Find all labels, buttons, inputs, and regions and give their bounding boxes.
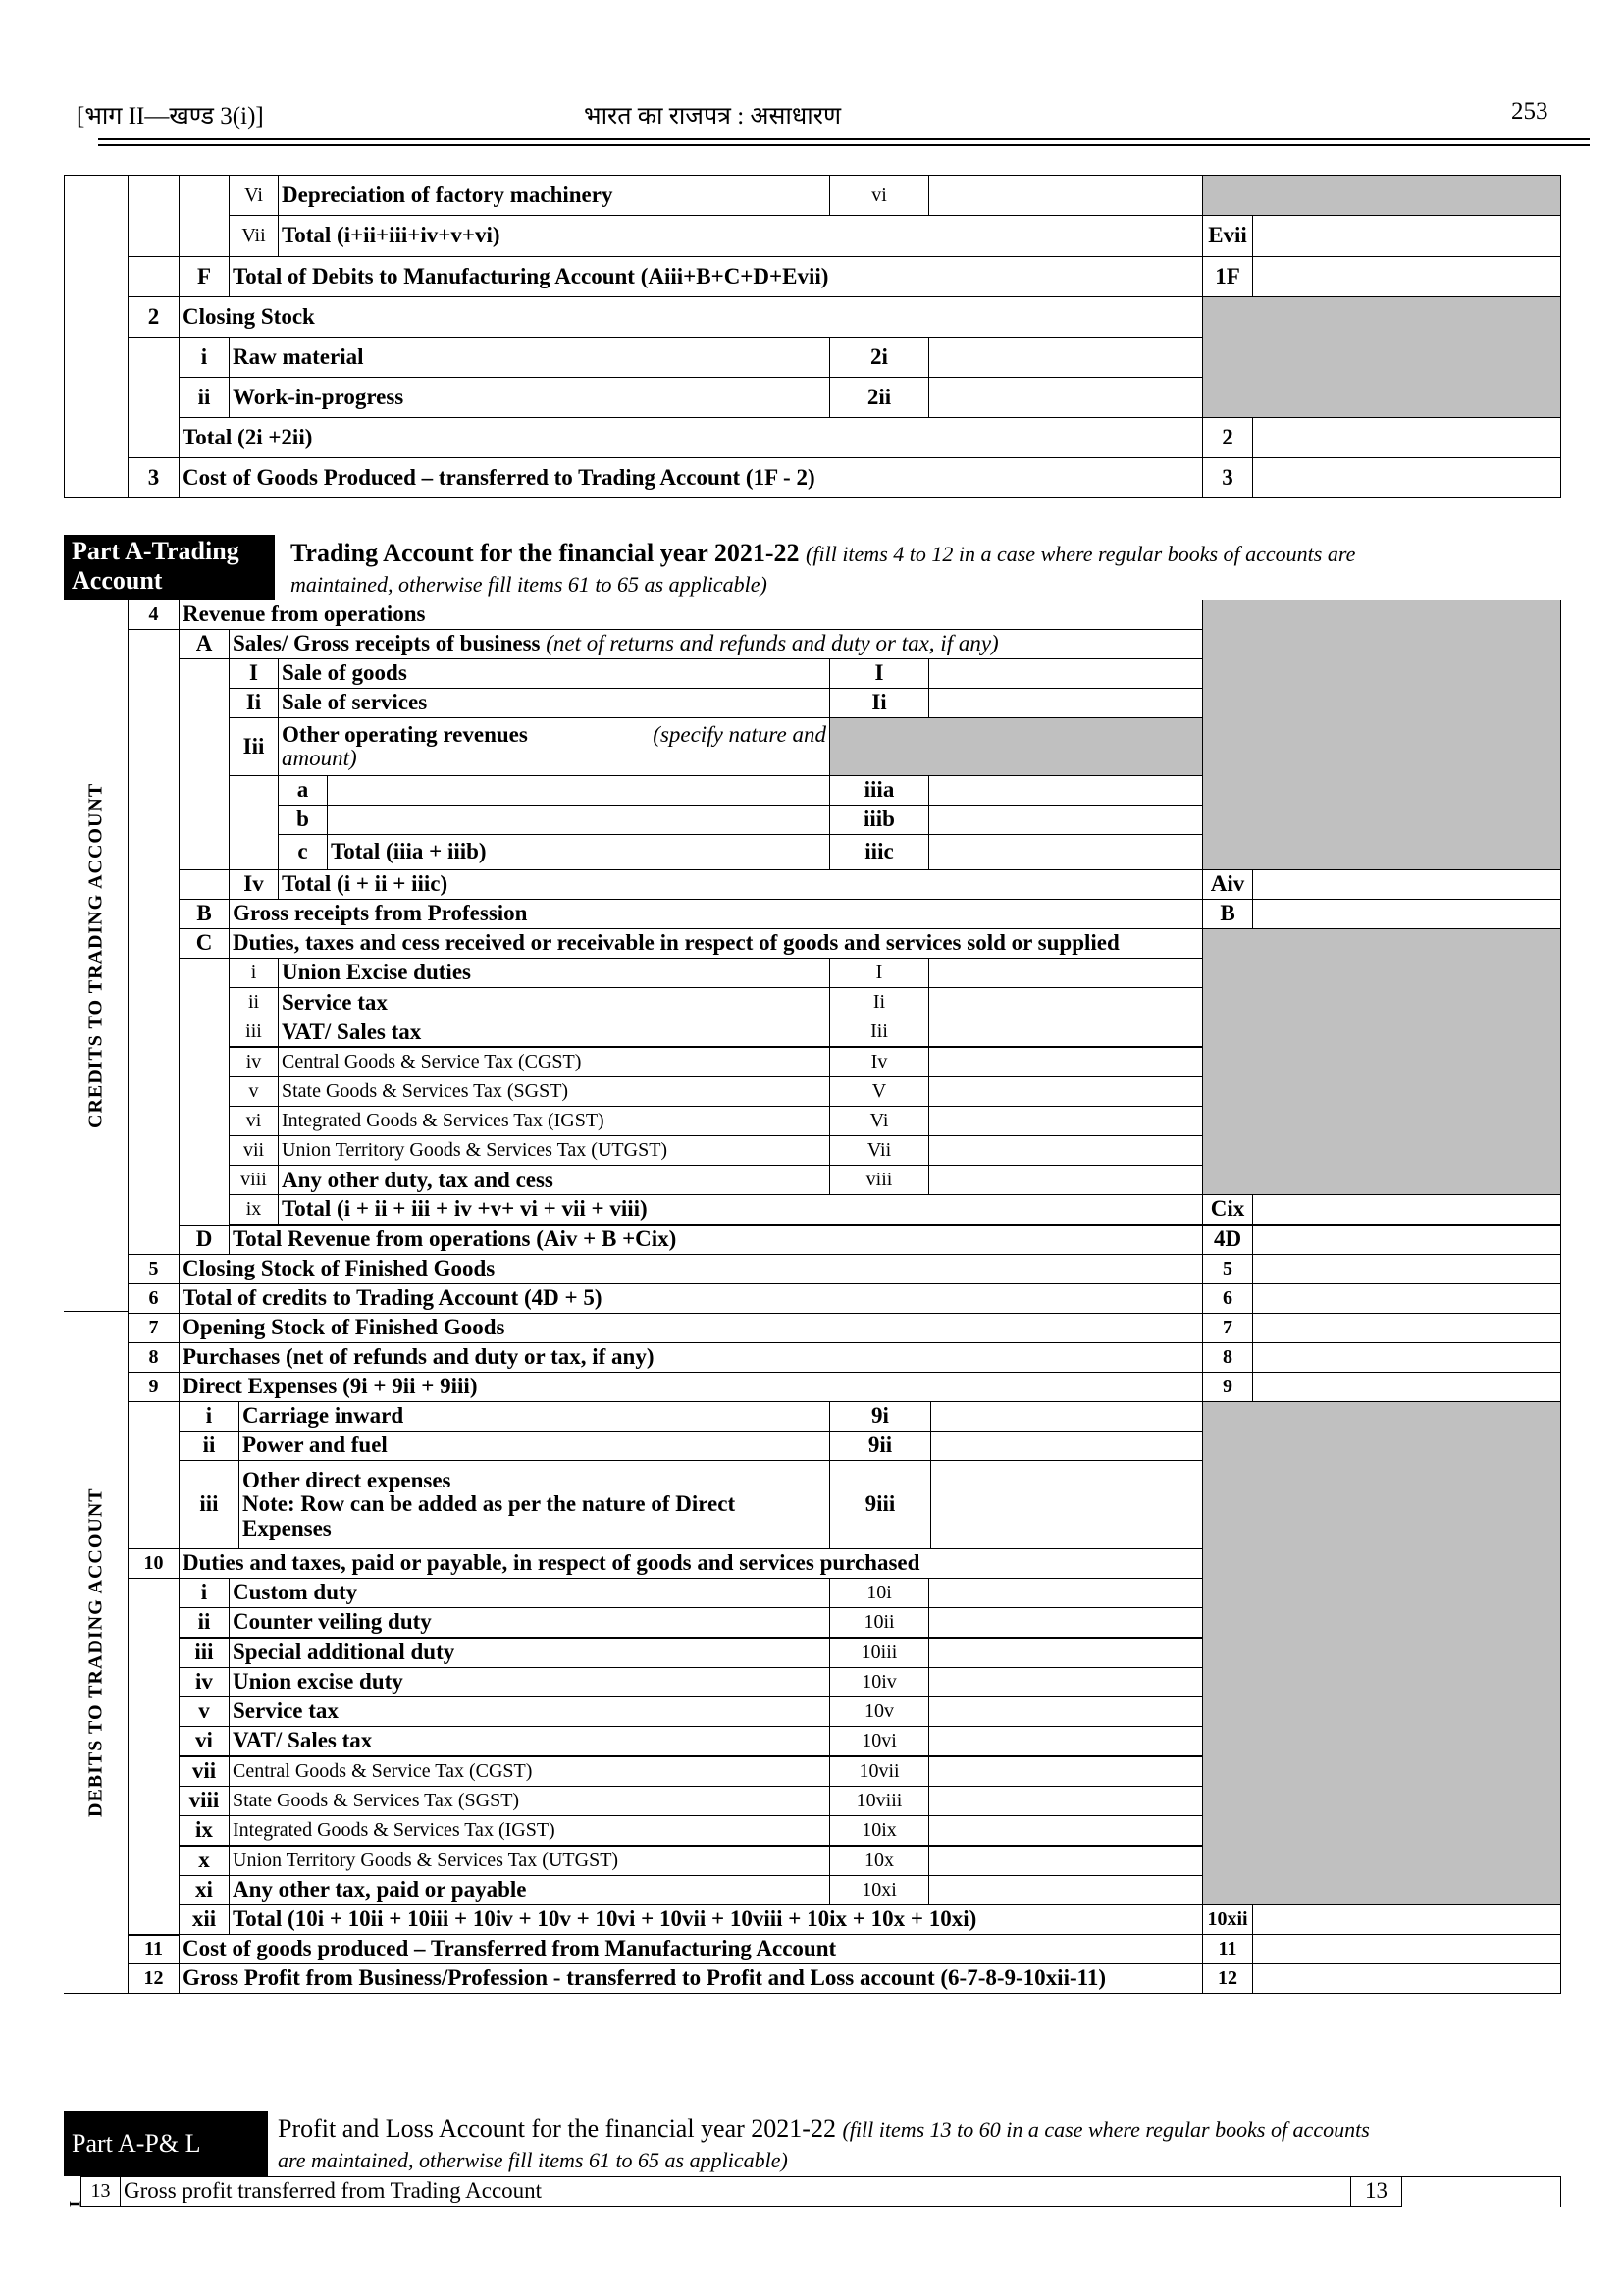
num-label: 2 xyxy=(128,296,180,338)
num-label: 11 xyxy=(128,1934,180,1964)
roman-label: iii xyxy=(179,1638,230,1668)
row-desc: Total (10i + 10ii + 10iii + 10iv + 10v + 10vi + 10vii + 10viii + 10ix + 10x + 10xi) xyxy=(229,1904,1203,1935)
letter-label: C xyxy=(179,928,230,959)
pnl-title-line2 xyxy=(278,2145,788,2174)
row-desc: State Goods & Services Tax (SGST) xyxy=(278,1076,830,1107)
amount-input-r11[interactable] xyxy=(1252,1934,1561,1964)
amount-input-sale-services[interactable] xyxy=(928,688,1203,718)
row-desc-iiib[interactable] xyxy=(327,805,830,835)
amount-input-sale-goods[interactable] xyxy=(928,658,1203,689)
code-label: 11 xyxy=(1202,1934,1253,1964)
amount-input-10viii[interactable] xyxy=(928,1786,1203,1816)
num-label: 7 xyxy=(128,1313,180,1343)
code-label: 9 xyxy=(1202,1372,1253,1402)
amount-input-10ii[interactable] xyxy=(928,1607,1203,1638)
num-label: 10 xyxy=(128,1548,180,1579)
header-rule-bottom xyxy=(98,144,1590,146)
row-desc: Direct Expenses (9i + 9ii + 9iii) xyxy=(179,1372,1203,1402)
row-desc: Total Revenue from operations (Aiv + B +Cix) xyxy=(229,1225,1203,1255)
code-label: Evii xyxy=(1202,215,1253,257)
amount-input-r5[interactable] xyxy=(1252,1254,1561,1284)
mfg-num-col xyxy=(128,337,180,458)
code-label: 8 xyxy=(1202,1342,1253,1373)
gazette-title: भारत का राजपत्र : असाधारण xyxy=(584,103,842,130)
amount-input-r12[interactable] xyxy=(1252,1963,1561,1994)
row-desc-line1: Other direct expenses xyxy=(242,1468,451,1493)
code-label: iiib xyxy=(829,805,929,835)
row-desc: VAT/ Sales tax xyxy=(229,1726,830,1756)
num-label: 9 xyxy=(128,1372,180,1402)
other-op-line1 xyxy=(282,723,826,747)
row-desc-other-op xyxy=(278,717,830,776)
roman-label: v xyxy=(229,1076,279,1107)
row-desc: Integrated Goods & Services Tax (IGST) xyxy=(229,1815,830,1846)
row-desc: Power and fuel xyxy=(238,1431,830,1461)
roman-label: Vii xyxy=(229,215,279,257)
roman-label: ix xyxy=(229,1194,279,1225)
roman-label: x xyxy=(179,1846,230,1876)
row-desc: Purchases (net of refunds and duty or tax, if any) xyxy=(179,1342,1203,1373)
roman-label: i xyxy=(179,337,230,378)
row-desc: Closing Stock xyxy=(179,296,1203,338)
row-desc: Carriage inward xyxy=(238,1401,830,1432)
amount-input-vi[interactable] xyxy=(928,175,1203,216)
mfg-side-col xyxy=(64,175,129,498)
roman-label: I xyxy=(229,658,279,689)
roman-label: vi xyxy=(179,1726,230,1756)
num-label: 3 xyxy=(128,457,180,498)
num-col-blank xyxy=(128,1401,180,1549)
row-desc: Work-in-progress xyxy=(229,377,830,418)
code-label: 13 xyxy=(1350,2176,1402,2207)
code-label: viii xyxy=(829,1165,929,1195)
trading-title: Trading Account for the financial year 2021-22 xyxy=(290,539,800,567)
amount-input-c-iii[interactable] xyxy=(928,1017,1203,1047)
roman-label: xii xyxy=(179,1904,230,1935)
row-desc: Closing Stock of Finished Goods xyxy=(179,1254,1203,1284)
amount-input-r8[interactable] xyxy=(1252,1342,1561,1373)
row-desc: State Goods & Services Tax (SGST) xyxy=(229,1786,830,1816)
row-desc: Gross profit transferred from Trading Account xyxy=(120,2176,1351,2207)
code-label: 10ii xyxy=(829,1607,929,1638)
gazette-section-label: [भाग II—खण्ड 3(i)] xyxy=(77,103,264,130)
letter-label: B xyxy=(179,899,230,929)
code-label: 9iii xyxy=(829,1460,931,1549)
trading-title-block xyxy=(290,539,1566,568)
row-desc: Sales/ Gross receipts of business xyxy=(233,631,541,656)
shaded-cell xyxy=(1202,296,1561,418)
letter-col-blank xyxy=(179,658,230,870)
amount-input-c-i[interactable] xyxy=(928,958,1203,988)
roman-label: Iv xyxy=(229,869,279,900)
row-desc: Union Territory Goods & Services Tax (UTGST) xyxy=(278,1135,830,1166)
amount-input-10ix[interactable] xyxy=(928,1815,1203,1846)
mfg-num-col xyxy=(128,256,180,297)
shaded-cell xyxy=(1202,175,1561,216)
sub-label: a xyxy=(278,775,328,806)
letter-label: A xyxy=(179,629,230,659)
num-col-blank xyxy=(128,629,180,1255)
row-desc: Total (iiia + iiib) xyxy=(327,834,830,870)
amount-input-10xii[interactable] xyxy=(1252,1904,1561,1935)
code-label: 3 xyxy=(1202,457,1253,498)
part-a-pnl-badge xyxy=(64,2111,268,2176)
row-desc: Duties and taxes, paid or payable, in respect of goods and services purchased xyxy=(179,1548,1203,1579)
roman-label: viii xyxy=(229,1165,279,1195)
num-label: 5 xyxy=(128,1254,180,1284)
trading-title-line2 xyxy=(290,569,767,599)
amount-input-cix[interactable] xyxy=(1252,1194,1561,1225)
amount-input-iiib[interactable] xyxy=(928,805,1203,835)
code-label: 10ix xyxy=(829,1815,929,1846)
amount-input-r9[interactable] xyxy=(1252,1372,1561,1402)
amount-input-2[interactable] xyxy=(1252,417,1561,458)
roman-label: vii xyxy=(229,1135,279,1166)
row-desc: Depreciation of factory machinery xyxy=(278,175,830,216)
code-label: 10xii xyxy=(1202,1904,1253,1935)
amount-input-r7[interactable] xyxy=(1252,1313,1561,1343)
row-desc: Total (i + ii + iiic) xyxy=(278,869,1203,900)
code-label: 4D xyxy=(1202,1225,1253,1255)
roman-label: iii xyxy=(229,1017,279,1047)
code-label: I xyxy=(829,658,929,689)
roman-label: vi xyxy=(229,1106,279,1136)
amount-input-13[interactable] xyxy=(1401,2176,1561,2207)
code-label: 10xi xyxy=(829,1875,929,1905)
roman-label: iv xyxy=(179,1667,230,1697)
amount-input-c-viii[interactable] xyxy=(928,1165,1203,1195)
row-desc: Any other tax, paid or payable xyxy=(229,1875,830,1905)
row-desc: Cost of Goods Produced – transferred to Trading Account (1F - 2) xyxy=(179,457,1203,498)
code-label: 10vii xyxy=(829,1756,929,1787)
amount-input-aiv[interactable] xyxy=(1252,869,1561,900)
row-desc: Sale of services xyxy=(278,688,830,718)
amount-input-10v[interactable] xyxy=(928,1696,1203,1727)
amount-input-2i[interactable] xyxy=(928,337,1203,378)
amount-input-r6[interactable] xyxy=(1252,1283,1561,1314)
amount-input-c-vii[interactable] xyxy=(928,1135,1203,1166)
num-label: 8 xyxy=(128,1342,180,1373)
code-label: Aiv xyxy=(1202,869,1253,900)
part-label-line1: Part A-Trading xyxy=(72,537,239,565)
part-label: Part A-P& L xyxy=(72,2128,201,2158)
pnl-note-line2: are maintained, otherwise fill items 61 to 65 as applicable) xyxy=(278,2148,788,2172)
code-label: Cix xyxy=(1202,1194,1253,1225)
amount-input-10vii[interactable] xyxy=(928,1756,1203,1787)
row-desc: Total of credits to Trading Account (4D + 5) xyxy=(179,1283,1203,1314)
shaded-cell xyxy=(1202,1401,1561,1905)
amount-input-b[interactable] xyxy=(1252,899,1561,929)
row-desc-line3: Expenses xyxy=(242,1515,332,1540)
amount-input-2ii[interactable] xyxy=(928,377,1203,418)
roman-label: vii xyxy=(179,1756,230,1787)
row-desc: Sale of goods xyxy=(278,658,830,689)
row-desc: Service tax xyxy=(278,987,830,1017)
roman-label: Iii xyxy=(229,717,279,776)
pnl-note: (fill items 13 to 60 in a case where regular books of accounts xyxy=(842,2117,1370,2142)
pnl-title-block xyxy=(278,2114,1573,2144)
amount-input-c-v[interactable] xyxy=(928,1076,1203,1107)
roman-label: Ii xyxy=(229,688,279,718)
pnl-side-label: I xyxy=(66,2200,83,2208)
letter-col-blank xyxy=(179,958,230,1226)
shaded-cell xyxy=(1202,928,1561,1195)
roman-label: viii xyxy=(179,1786,230,1816)
amount-input-9iii[interactable] xyxy=(930,1460,1203,1549)
amount-input-c-iv[interactable] xyxy=(928,1047,1203,1077)
row-desc: VAT/ Sales tax xyxy=(278,1017,830,1047)
num-label: 4 xyxy=(128,600,180,630)
trading-note: (fill items 4 to 12 in a case where regular books of accounts are xyxy=(806,542,1356,566)
roman-label: i xyxy=(179,1401,239,1432)
credits-to-trading-label: CREDITS TO TRADING ACCOUNT xyxy=(84,782,107,1129)
row-desc: Union Territory Goods & Services Tax (UTGST) xyxy=(229,1846,830,1876)
pnl-title: Profit and Loss Account for the financial year 2021-22 xyxy=(278,2114,836,2143)
row-desc-line2: Note: Row can be added as per the nature of Direct xyxy=(242,1491,736,1517)
row-desc: Total (i + ii + iii + iv +v+ vi + vii + viii) xyxy=(278,1194,1203,1225)
letter-col-blank xyxy=(179,869,230,900)
roman-label: ix xyxy=(179,1815,230,1846)
amount-input-10iv[interactable] xyxy=(928,1667,1203,1697)
row-desc: Opening Stock of Finished Goods xyxy=(179,1313,1203,1343)
code-label: 10x xyxy=(829,1846,929,1876)
row-note: (specify nature and xyxy=(653,721,826,747)
amount-input-10iii[interactable] xyxy=(928,1638,1203,1668)
row-desc: Custom duty xyxy=(229,1578,830,1608)
code-label: vi xyxy=(829,175,929,216)
page-number: 253 xyxy=(1511,98,1548,125)
amount-input-9ii[interactable] xyxy=(930,1431,1203,1461)
row-desc-9iii xyxy=(238,1460,830,1549)
roman-label: v xyxy=(179,1696,230,1727)
trading-note-line2: maintained, otherwise fill items 61 to 65 as applicable) xyxy=(290,572,767,597)
row-desc: Service tax xyxy=(229,1696,830,1727)
code-label: Ii xyxy=(829,688,929,718)
roman-label: i xyxy=(229,958,279,988)
header-rule-top xyxy=(98,138,1590,140)
amount-input-10xi[interactable] xyxy=(928,1875,1203,1905)
code-label: 2ii xyxy=(829,377,929,418)
roman-label: ii xyxy=(179,1431,239,1461)
shaded-cell xyxy=(829,717,1203,776)
debits-to-trading-label: DEBITS TO TRADING ACCOUNT xyxy=(84,1487,107,1817)
code-label: V xyxy=(829,1076,929,1107)
code-label: I xyxy=(829,958,929,988)
code-label: 12 xyxy=(1202,1963,1253,1994)
code-label: Iv xyxy=(829,1047,929,1077)
code-label: 9i xyxy=(829,1401,931,1432)
row-desc: Cost of goods produced – Transferred from Manufacturing Account xyxy=(179,1934,1203,1964)
roman-label: xi xyxy=(179,1875,230,1905)
row-desc: Revenue from operations xyxy=(179,600,1203,630)
code-label: Vii xyxy=(829,1135,929,1166)
part-label-line2: Account xyxy=(72,565,163,595)
roman-col-blank xyxy=(229,775,279,870)
code-label: 6 xyxy=(1202,1283,1253,1314)
amount-input-9i[interactable] xyxy=(930,1401,1203,1432)
amount-input-3[interactable] xyxy=(1252,457,1561,498)
code-label: 7 xyxy=(1202,1313,1253,1343)
amount-input-10vi[interactable] xyxy=(928,1726,1203,1756)
amount-input-c-vi[interactable] xyxy=(928,1106,1203,1136)
row-desc: Total (2i +2ii) xyxy=(179,417,1203,458)
roman-label: iii xyxy=(179,1460,239,1549)
amount-input-10i[interactable] xyxy=(928,1578,1203,1608)
code-label: Ii xyxy=(829,987,929,1017)
row-desc: Raw material xyxy=(229,337,830,378)
code-label: 10iii xyxy=(829,1638,929,1668)
code-label: 2i xyxy=(829,337,929,378)
code-label: iiic xyxy=(829,834,929,870)
code-label: Iii xyxy=(829,1017,929,1047)
num-label: 13 xyxy=(80,2176,121,2207)
row-desc: Integrated Goods & Services Tax (IGST) xyxy=(278,1106,830,1136)
row-desc: Central Goods & Service Tax (CGST) xyxy=(229,1756,830,1787)
num-label: 12 xyxy=(128,1963,180,1994)
num-col-blank xyxy=(128,1578,180,1936)
mfg-num-col xyxy=(128,175,180,257)
code-label: iiia xyxy=(829,775,929,806)
row-desc-4a xyxy=(229,629,1203,659)
row-desc: Counter veiling duty xyxy=(229,1607,830,1638)
letter-label: D xyxy=(179,1225,230,1255)
roman-label: ii xyxy=(179,1607,230,1638)
amount-input-4d[interactable] xyxy=(1252,1225,1561,1255)
code-label: 10i xyxy=(829,1578,929,1608)
row-note: (net of returns and refunds and duty or tax, if any) xyxy=(546,631,999,656)
amount-input-iiia[interactable] xyxy=(928,775,1203,806)
mfg-letter-col xyxy=(179,175,230,257)
roman-label: ii xyxy=(179,377,230,418)
row-desc: Special additional duty xyxy=(229,1638,830,1668)
row-desc: Gross receipts from Profession xyxy=(229,899,1203,929)
num-label: 6 xyxy=(128,1283,180,1314)
code-label: B xyxy=(1202,899,1253,929)
row-desc: Central Goods & Service Tax (CGST) xyxy=(278,1047,830,1077)
code-label: 5 xyxy=(1202,1254,1253,1284)
row-note-2: amount) xyxy=(282,746,357,770)
row-desc-iiia[interactable] xyxy=(327,775,830,806)
roman-label: ii xyxy=(229,987,279,1017)
sub-label: b xyxy=(278,805,328,835)
code-label: 1F xyxy=(1202,256,1253,297)
row-desc: Total of Debits to Manufacturing Account (Aiii+B+C+D+Evii) xyxy=(229,256,1203,297)
code-label: Vi xyxy=(829,1106,929,1136)
code-label: 9ii xyxy=(829,1431,931,1461)
roman-label: i xyxy=(179,1578,230,1608)
code-label: 2 xyxy=(1202,417,1253,458)
row-desc: Other operating revenues xyxy=(282,721,528,747)
letter-label: F xyxy=(179,256,230,297)
shaded-cell xyxy=(1202,600,1561,870)
row-desc: Duties, taxes and cess received or receivable in respect of goods and services sold or supplied xyxy=(229,928,1203,959)
code-label: 10v xyxy=(829,1696,929,1727)
code-label: 10iv xyxy=(829,1667,929,1697)
amount-input-10x[interactable] xyxy=(928,1846,1203,1876)
code-label: 10viii xyxy=(829,1786,929,1816)
amount-input-evii[interactable] xyxy=(1252,215,1561,257)
row-desc: Any other duty, tax and cess xyxy=(278,1165,830,1195)
row-desc: Union Excise duties xyxy=(278,958,830,988)
row-desc: Total (i+ii+iii+iv+v+vi) xyxy=(278,215,1203,257)
part-a-trading-badge xyxy=(64,535,275,600)
roman-label: Vi xyxy=(229,175,279,216)
amount-input-iiic[interactable] xyxy=(928,834,1203,870)
row-desc: Gross Profit from Business/Profession - transferred to Profit and Loss account (6-7-8-9-10xii-11) xyxy=(179,1963,1203,1994)
sub-label: c xyxy=(278,834,328,870)
roman-label: iv xyxy=(229,1047,279,1077)
row-desc: Union excise duty xyxy=(229,1667,830,1697)
amount-input-1f[interactable] xyxy=(1252,256,1561,297)
amount-input-c-ii[interactable] xyxy=(928,987,1203,1017)
code-label: 10vi xyxy=(829,1726,929,1756)
